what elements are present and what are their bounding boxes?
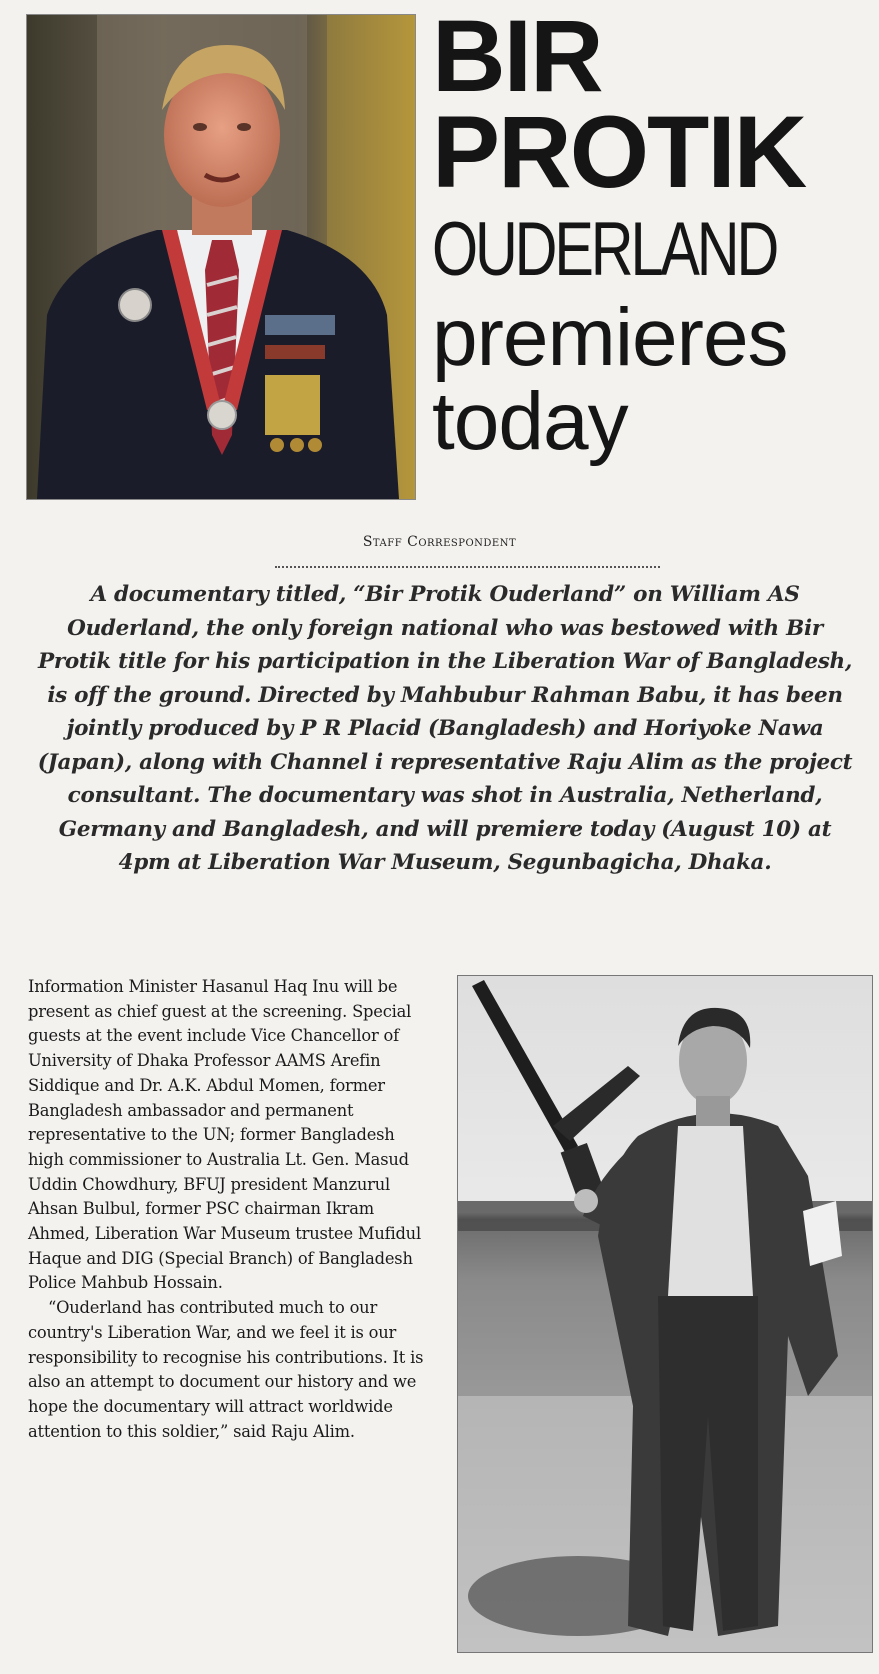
soldier-illustration [458, 976, 872, 1652]
soldier-photo [457, 975, 873, 1653]
headline [432, 0, 872, 467]
portrait-illustration [27, 15, 415, 499]
intro-paragraph: A documentary titled, “Bir Protik Ouderland” on William AS Ouderland, the only foreign national who was bestowed with Bir Protik title for his participation in the Liberation War of Bangladesh, is off the ground. Directed by Mahbubur Rahman Babu, it has been jointly produced by P R Placid (Bangladesh) and Horiyoke Nawa (Japan), along with Channel i representative Raju Alim as the project consultant. The documentary was shot in Australia, Netherland, Germany and Bangladesh, and will premiere today (August 10) at 4pm at Liberation War Museum, Segunbagicha, Dhaka. [37, 582, 853, 875]
headline-line-3: OUDERLAND [432, 207, 777, 292]
body-paragraph-2: “Ouderland has contributed much to our country's Liberation War, and we feel it is our responsibility to recognise his contributions. It is also an attempt to document our history and we hope the documentary will attract worldwide attention to this soldier,” said Raju Alim. [28, 1298, 424, 1441]
byline-divider [275, 566, 660, 568]
article-body [28, 975, 433, 1444]
headline-line-1: BIR [432, 0, 602, 113]
headline-line-5: today [432, 376, 628, 467]
body-paragraph-1: Information Minister Hasanul Haq Inu will be present as chief guest at the screening. Special guests at the event include Vice Chancellor of University of Dhaka Professor AAMS Arefin Siddique and Dr. A.K. Abdul Momen, former Bangladesh ambassador and permanent representative to the UN; former Bangladesh high commissioner to Australia Lt. Gen. Masud Uddin Chowdhury, BFUJ president Manzurul Ahsan Bulbul, former PSC chairman Ikram Ahmed, Liberation War Museum trustee Mufidul Haque and DIG (Special Branch) of Bangladesh Police Mahbub Hossain. [28, 977, 421, 1293]
headline-line-4: premieres [432, 292, 788, 383]
byline: Staff Correspondent [362, 534, 517, 550]
headline-line-2: PROTIK [432, 95, 806, 209]
portrait-photo [26, 14, 416, 500]
